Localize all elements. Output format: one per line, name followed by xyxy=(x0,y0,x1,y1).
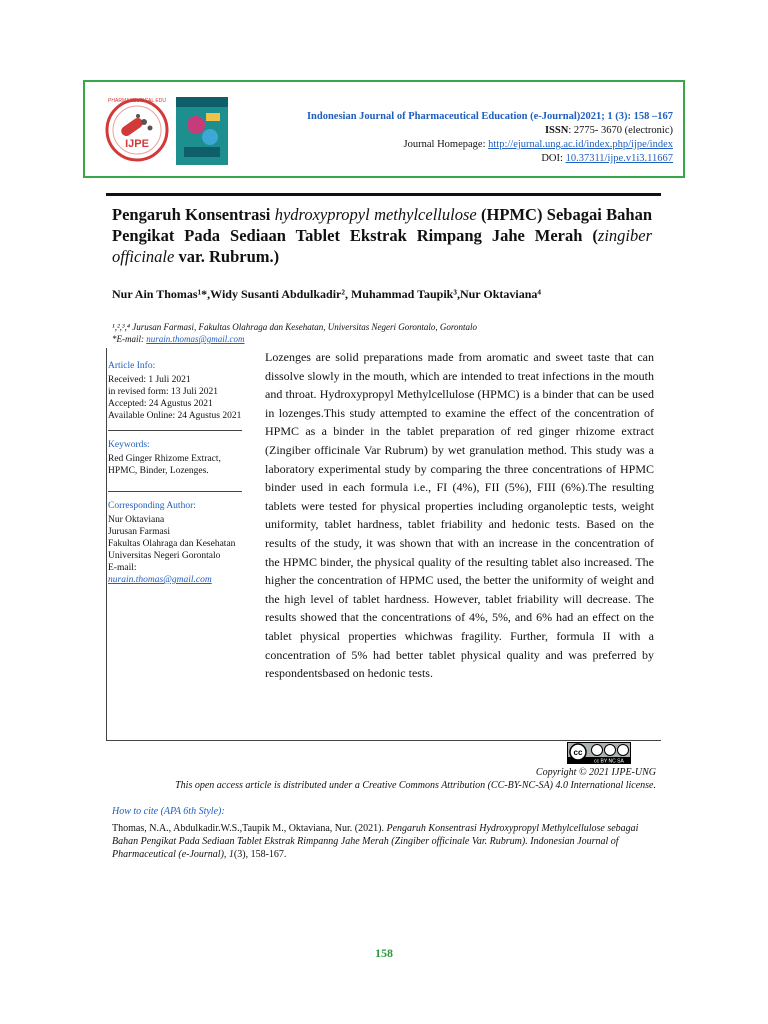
title-divider xyxy=(106,193,661,196)
journal-cover-icon xyxy=(176,97,228,165)
issn-line: ISSN: 2775- 3670 (electronic) xyxy=(544,125,673,136)
accepted-date: Accepted: 24 Agustus 2021 xyxy=(108,399,213,409)
svg-text:cc BY NC SA: cc BY NC SA xyxy=(594,758,624,764)
article-info-heading: Article Info: xyxy=(108,361,156,371)
doi-link[interactable]: 10.37311/ijpe.v1i3.11667 xyxy=(565,153,673,164)
license-notice xyxy=(116,766,656,792)
corr-university: Universitas Negeri Gorontalo xyxy=(108,551,221,561)
journal-header-box xyxy=(83,80,685,178)
svg-text:PHARMACEUTICAL EDU: PHARMACEUTICAL EDU xyxy=(108,98,166,104)
online-date: Available Online: 24 Agustus 2021 xyxy=(108,411,242,421)
keywords-heading: Keywords: xyxy=(108,440,150,450)
author-list: Nur Ain Thomas¹*,Widy Susanti Abdulkadir², Muhammad Taupik³,Nur Oktaviana⁴ xyxy=(112,287,541,301)
citation-heading: How to cite (APA 6th Style): xyxy=(112,806,225,817)
revised-date: in revised form: 13 Juli 2021 xyxy=(108,387,219,397)
article-info-sidebar xyxy=(108,348,242,586)
page-number: 158 xyxy=(375,946,393,960)
author-email-link[interactable]: nurain.thomas@gmail.com xyxy=(146,334,245,344)
journal-name: Indonesian Journal of Pharmaceutical Education (e-Journal)2021; 1 (3): 158 –167 xyxy=(306,111,673,122)
keywords-list: Red Ginger Rhizome Extract, HPMC, Binder, Lozenges. xyxy=(108,454,221,476)
affiliation: ¹,²,³,⁴ Jurusan Farmasi, Fakultas Olahraga dan Kesehatan, Universitas Negeri Gorontalo, Gorontalo *E-mail: nurain.thomas@gmail.com xyxy=(112,322,478,344)
sidebar-divider xyxy=(106,348,107,740)
cc-license-icon[interactable] xyxy=(567,742,631,764)
svg-text:cc: cc xyxy=(573,748,583,757)
received-date: Received: 1 Juli 2021 xyxy=(108,375,191,385)
corr-email-link[interactable]: nurain.thomas@gmail.com xyxy=(108,575,212,585)
copyright-line: Copyright © 2021 IJPE-UNG xyxy=(535,767,656,778)
homepage-line: Journal Homepage: http://ejurnal.ung.ac.id/index.php/ijpe/index xyxy=(403,139,673,150)
corr-dept: Jurusan Farmasi xyxy=(108,527,171,537)
homepage-link[interactable]: http://ejurnal.ung.ac.id/index.php/ijpe/index xyxy=(488,139,673,150)
license-text: This open access article is distributed under a Creative Commons Attribution (CC-BY-NC-SA) 4.0 International license. xyxy=(175,780,656,791)
corr-faculty: Fakultas Olahraga dan Kesehatan xyxy=(108,539,236,549)
journal-logo-icon xyxy=(98,92,176,166)
citation-text: Thomas, N.A., Abdulkadir.W.S.,Taupik M., Oktaviana, Nur. (2021). Pengaruh Konsentrasi Hydroxypropyl Methylcellulose sebagai Bahan Pengikat Pada Sediaan Tablet Ekstrak Rimpanng Jahe Merah (Zingiber officinale Var. Rubrum). Indonesian Journal of Pharmaceutical (e-Journal), 1(3), 158-167. xyxy=(112,823,639,860)
corr-name: Nur Oktaviana xyxy=(108,515,165,525)
journal-info xyxy=(307,110,673,166)
sidebar-separator xyxy=(108,430,242,431)
svg-text:IJPE: IJPE xyxy=(125,138,149,150)
corresponding-author-heading: Corresponding Author: xyxy=(108,501,196,511)
doi-line: DOI: 10.37311/ijpe.v1i3.11667 xyxy=(541,153,673,164)
article-title: Pengaruh Konsentrasi hydroxypropyl methylcellulose (HPMC) Sebagai Bahan Pengikat Pada Sediaan Tablet Ekstrak Rimpang Jahe Merah (zingiber officinale var. Rubrum.) xyxy=(112,205,653,266)
abstract-bottom-divider xyxy=(106,740,661,741)
abstract-text: Lozenges are solid preparations made from aromatic and sweet taste that can dissolve slowly in the mouth, which are intended to treat infections in the mouth and throat. Hydroxypropyl Methylcellulose (HPMC) is a binder that can be used in lozenges.This study attempted to examine the effect of the concentration of HPMC as a binder in the tablet preparation of red ginger rhizome extract (Zingiber officinale Var Rubrum) by wet granulation method. This study was a laboratory experimental study by comparing the three concentrations of HPMC binder used in each formula i.e., FI (4%), FII (5%), FIII (6%).The resulting tablets were tested for physical properties including organoleptic tests, weight uniformity, tablet hardness, tablet friability and hedonic tests. Based on the results of the study, it was shown that with an increase in the concentration of the HPMC binder, the physical quality of the resulting tablet also increased. The higher the concentration of HPMC used, the better the uniformity of weight and the high level of tablet hardness. However, tablet friability will decrease. The results showed that the concentrations of 4%, 5%, and 6% had an effect on the tablet physical properties whichwas fragility. Further, formula II with a concentration of 5% had better tablet physical quality and was preferred by respondentsbased on hedonic tests. xyxy=(265,350,654,681)
corr-email-label: E-mail: xyxy=(108,563,137,573)
sidebar-separator xyxy=(108,491,242,492)
